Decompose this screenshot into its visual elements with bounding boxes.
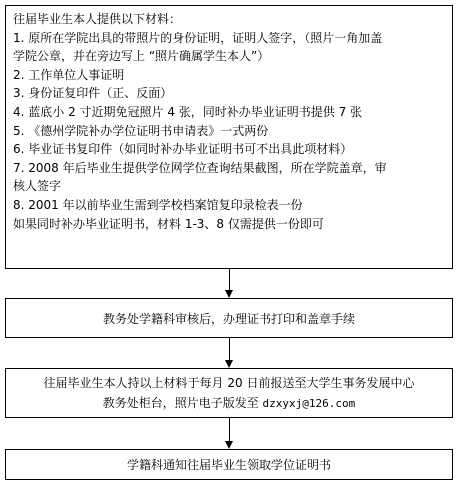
material-item-7: 7. 2008 年后毕业生提供学位网学位查询结果截图，所在学院盖章，审 <box>13 160 387 175</box>
step-4-notification-box <box>5 449 453 480</box>
material-item-1-continued: 学院公章，并在旁边写上 “照片确属学生本人”） <box>13 49 270 64</box>
step-3-line-2-text: 教务处柜台，照片电子版发至 <box>102 395 263 410</box>
submission-email: dzxyxj@126.com <box>262 396 356 410</box>
material-item-7-continued: 核人签字 <box>13 179 62 194</box>
material-item-6: 6. 毕业证书复印件（如同时补办毕业证明书可不出具此项材料） <box>13 142 353 157</box>
material-item-4: 4. 蓝底小 2 寸近期免冠照片 4 张，同时补办毕业证明书提供 7 张 <box>13 104 363 119</box>
step-4-text: 学籍科通知往届毕业生领取学位证明书 <box>126 458 331 472</box>
step-3-submission-box <box>5 368 453 418</box>
material-item-8: 8. 2001 年以前毕业生需到学校档案馆复印录检表一份 <box>13 197 303 212</box>
materials-note: 如果同时补办毕业证明书，材料 1-3、8 仅需提供一份即可 <box>13 216 324 231</box>
material-item-5: 5. 《德州学院补办学位证明书申请表》一式两份 <box>13 123 269 138</box>
step-3-line-1: 往届毕业生本人持以上材料于每月 20 日前报送至大学生事务发展中心 <box>43 375 415 390</box>
material-item-3: 3. 身份证复印件（正、反面） <box>13 86 173 101</box>
step-2-review-box <box>5 298 453 338</box>
step-2-text: 教务处学籍科审核后，办理证书打印和盖章手续 <box>102 311 355 326</box>
material-item-1: 1. 原所在学院出具的带照片的身份证明，证明人签字，（照片一角加盖 <box>13 30 383 45</box>
materials-heading: 往届毕业生本人提供以下材料： <box>13 12 182 26</box>
step-3-line-2 <box>103 393 356 414</box>
step-1-materials-box <box>5 5 453 269</box>
material-item-2: 2. 工作单位人事证明 <box>13 67 125 82</box>
